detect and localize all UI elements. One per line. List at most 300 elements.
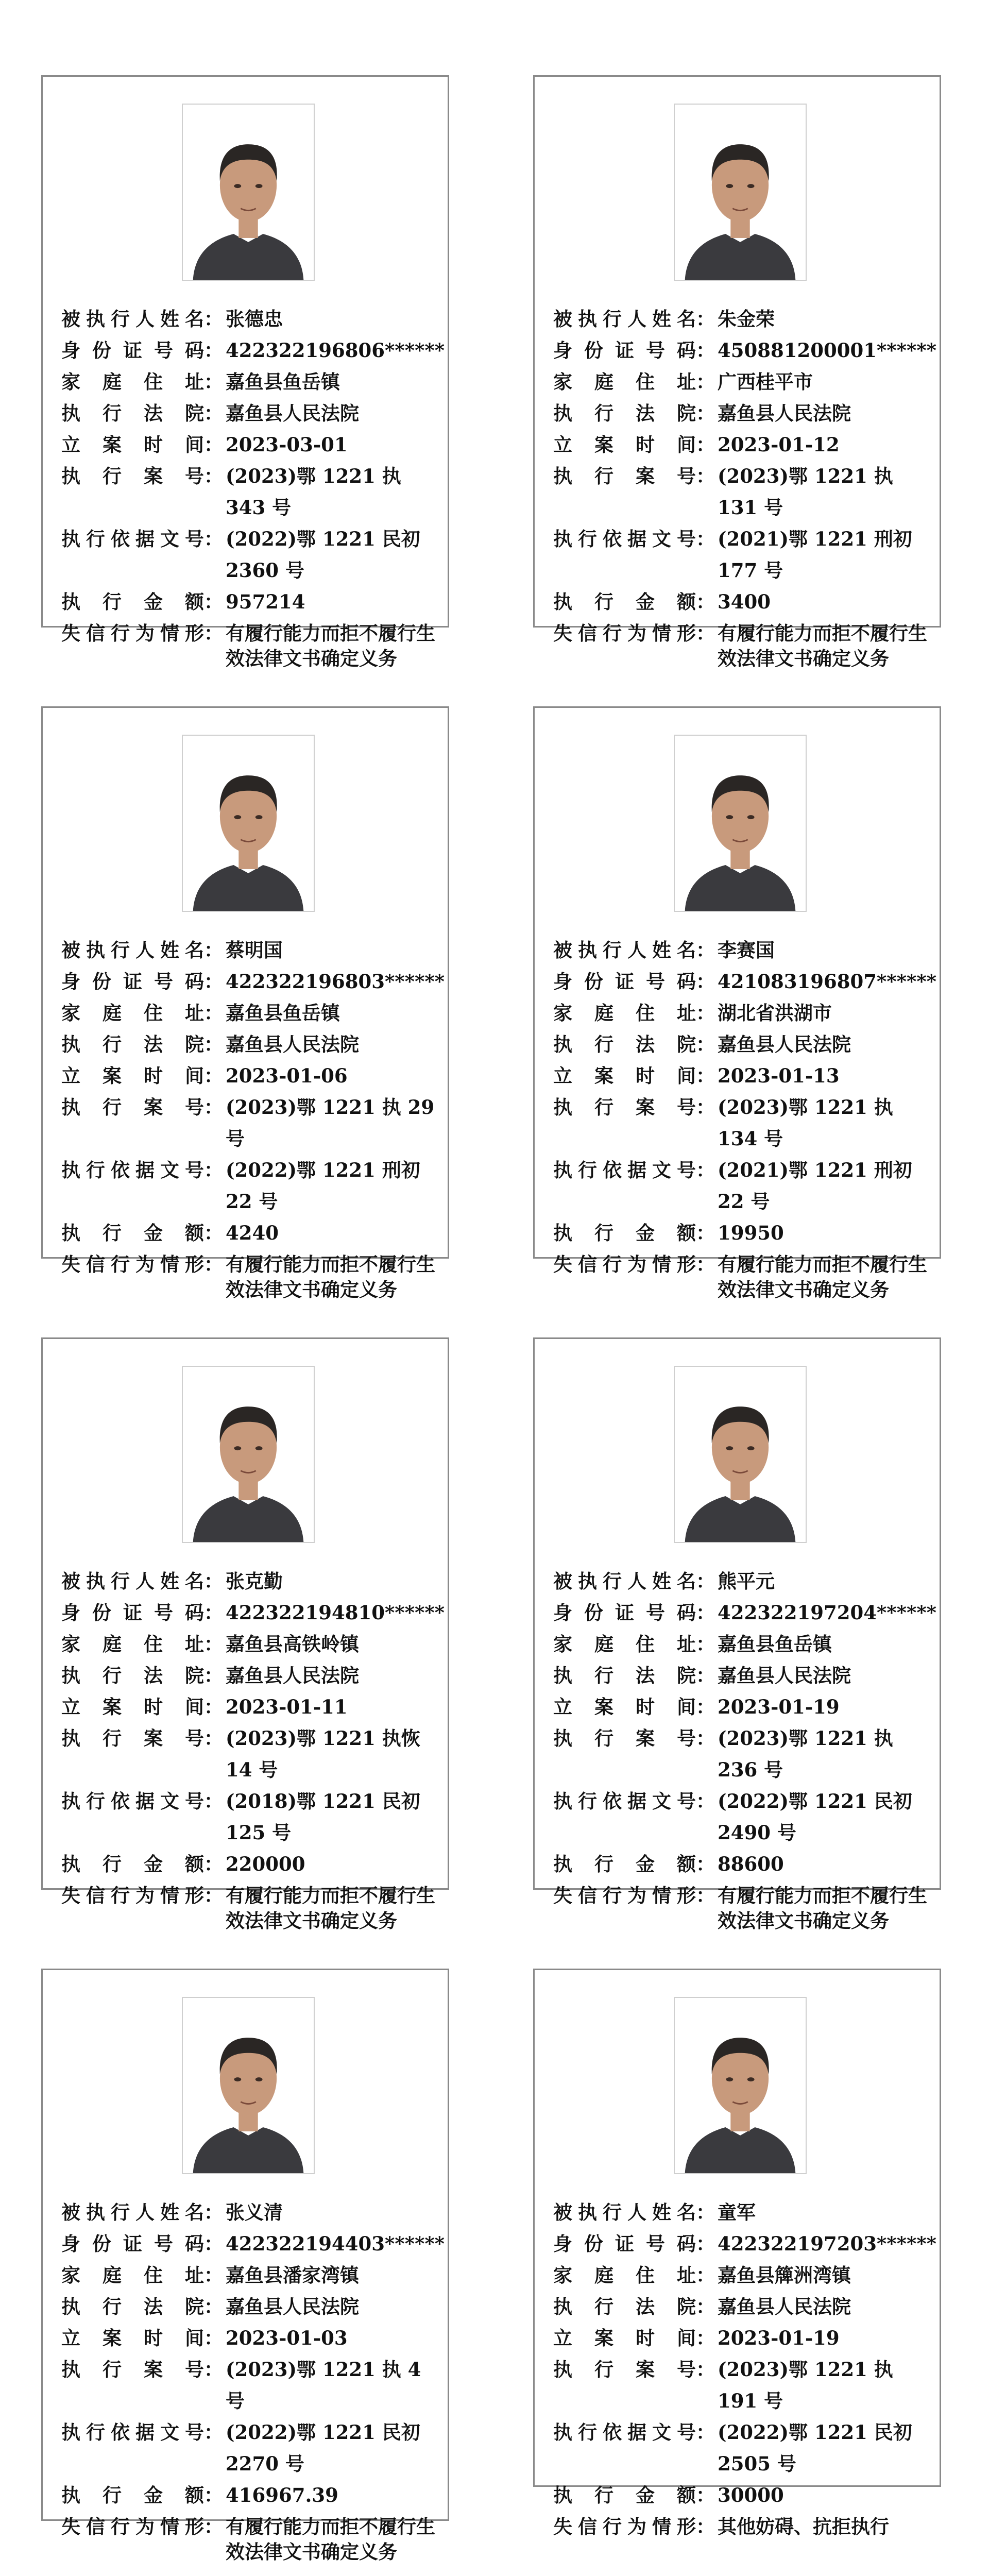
field-value-case-no: (2023)鄂 1221 执 134 号: [718, 1096, 893, 1150]
person-silhouette-icon: [183, 736, 314, 911]
field-value-amount: 220000: [226, 1853, 305, 1875]
field-value-basis-no: (2022)鄂 1221 民初 2360 号: [226, 528, 420, 582]
field-value-address: 嘉鱼县高铁岭镇: [226, 1633, 359, 1655]
field-colon: ：: [204, 970, 223, 993]
person-card: [41, 1969, 449, 2563]
person-silhouette-icon: [183, 1998, 314, 2173]
field-label: 身份证号码: [61, 339, 204, 362]
field-label: 身份证号码: [553, 970, 696, 993]
field-row-behavior: [553, 618, 934, 671]
field-row-behavior: [61, 1249, 442, 1302]
field-label: 立案时间: [61, 1696, 204, 1718]
field-label: 被执行人姓名: [61, 939, 204, 961]
field-value-court: 嘉鱼县人民法院: [718, 1033, 851, 1056]
field-label: 身份证号码: [61, 2232, 204, 2255]
field-colon: ：: [204, 2295, 223, 2318]
field-label: 家庭住址: [61, 2264, 204, 2286]
field-label: 执行金额: [61, 1222, 204, 1244]
field-row-filing-date: [553, 1691, 934, 1723]
field-label: 执行依据文号: [553, 1790, 696, 1812]
field-row-address: [553, 1629, 934, 1660]
person-photo: [674, 1366, 807, 1543]
field-value-name: 熊平元: [718, 1570, 775, 1592]
field-value-basis-no: (2022)鄂 1221 民初 2270 号: [226, 2421, 420, 2475]
field-label: 身份证号码: [553, 2232, 696, 2255]
field-label: 被执行人姓名: [61, 1570, 204, 1592]
field-label: 执行依据文号: [61, 2421, 204, 2444]
field-colon: ：: [204, 1222, 223, 1244]
field-label: 被执行人姓名: [553, 1570, 696, 1592]
field-label: 失信行为情形: [553, 622, 696, 645]
field-label: 家庭住址: [61, 1002, 204, 1024]
field-value-behavior: 有履行能力而拒不履行生效法律文书确定义务: [226, 1884, 435, 1932]
field-row-name: [61, 935, 442, 966]
field-label: 执行法院: [553, 1033, 696, 1056]
field-value-name: 张德忠: [226, 308, 283, 330]
field-row-name: [61, 2197, 442, 2228]
field-row-id: [553, 966, 937, 997]
field-row-id: [61, 1597, 445, 1629]
field-colon: ：: [696, 1222, 715, 1244]
field-row-address: [61, 2260, 442, 2291]
field-label: 执行法院: [61, 1664, 204, 1687]
field-row-behavior: [553, 2511, 934, 2543]
field-value-filing-date: 2023-01-12: [718, 433, 840, 456]
field-row-filing-date: [61, 1060, 442, 1092]
field-colon: ：: [696, 939, 715, 961]
field-label: 执行依据文号: [553, 1159, 696, 1181]
field-colon: ：: [204, 2358, 223, 2381]
field-value-behavior: 有履行能力而拒不履行生效法律文书确定义务: [718, 1884, 927, 1932]
field-label: 执行法院: [61, 2295, 204, 2318]
field-colon: ：: [696, 1002, 715, 1024]
field-value-basis-no: (2022)鄂 1221 民初 2490 号: [718, 1790, 912, 1844]
person-photo: [674, 1997, 807, 2174]
field-label: 立案时间: [61, 2327, 204, 2349]
field-value-filing-date: 2023-01-06: [226, 1064, 348, 1087]
field-colon: ：: [696, 622, 715, 645]
field-label: 执行法院: [61, 402, 204, 425]
field-value-address: 嘉鱼县潘家湾镇: [226, 2264, 359, 2286]
field-label: 失信行为情形: [553, 1884, 696, 1907]
field-value-name: 蔡明国: [226, 939, 283, 961]
field-value-behavior: 有履行能力而拒不履行生效法律文书确定义务: [226, 1253, 435, 1301]
field-colon: ：: [696, 2264, 715, 2286]
field-colon: ：: [204, 2484, 223, 2506]
field-colon: ：: [696, 339, 715, 362]
field-row-amount: [61, 2480, 442, 2511]
field-label: 执行案号: [61, 465, 204, 487]
field-colon: ：: [204, 1033, 223, 1056]
field-colon: ：: [204, 1727, 223, 1750]
field-colon: ：: [696, 970, 715, 993]
field-value-id: 422322194810******: [226, 1601, 445, 1624]
field-value-court: 嘉鱼县人民法院: [718, 402, 851, 425]
field-colon: ：: [696, 1664, 715, 1687]
field-colon: ：: [696, 1570, 715, 1592]
field-row-id: [61, 2228, 445, 2260]
field-colon: ：: [696, 590, 715, 613]
field-row-case-no: [61, 1092, 442, 1155]
field-value-id: 450881200001******: [718, 339, 937, 362]
field-label: 立案时间: [61, 433, 204, 456]
field-label: 立案时间: [553, 1696, 696, 1718]
field-colon: ：: [696, 308, 715, 330]
field-value-address: 嘉鱼县鱼岳镇: [226, 370, 340, 393]
field-value-court: 嘉鱼县人民法院: [718, 1664, 851, 1687]
field-colon: ：: [204, 1884, 223, 1907]
field-label: 身份证号码: [553, 1601, 696, 1624]
field-value-case-no: (2023)鄂 1221 执 4 号: [226, 2358, 421, 2412]
field-label: 执行金额: [61, 590, 204, 613]
field-value-filing-date: 2023-01-03: [226, 2327, 348, 2349]
field-row-court: [61, 1660, 442, 1691]
field-row-basis-no: [553, 1786, 934, 1849]
field-row-filing-date: [61, 2323, 442, 2354]
field-colon: ：: [204, 2421, 223, 2444]
field-colon: ：: [696, 1033, 715, 1056]
person-photo: [182, 1997, 315, 2174]
field-label: 执行依据文号: [553, 528, 696, 550]
field-value-amount: 30000: [718, 2484, 784, 2506]
field-row-case-no: [553, 1723, 934, 1786]
field-row-filing-date: [61, 1691, 442, 1723]
field-label: 执行案号: [553, 1727, 696, 1750]
field-row-filing-date: [553, 1060, 934, 1092]
field-colon: ：: [204, 2201, 223, 2224]
field-label: 执行依据文号: [553, 2421, 696, 2444]
person-silhouette-icon: [675, 736, 806, 911]
field-colon: ：: [696, 1853, 715, 1875]
field-value-id: 422322197204******: [718, 1601, 937, 1624]
field-label: 失信行为情形: [61, 2515, 204, 2538]
field-row-case-no: [553, 2354, 934, 2417]
person-card: [41, 1337, 449, 1932]
field-value-court: 嘉鱼县人民法院: [226, 1033, 359, 1056]
field-row-name: [553, 935, 934, 966]
field-row-address: [553, 997, 934, 1029]
field-value-amount: 88600: [718, 1853, 784, 1875]
field-value-case-no: (2023)鄂 1221 执恢 14 号: [226, 1727, 420, 1781]
field-row-court: [553, 1029, 934, 1060]
field-colon: ：: [696, 1159, 715, 1181]
field-colon: ：: [696, 2295, 715, 2318]
field-row-id: [553, 1597, 937, 1629]
person-fields: [553, 303, 937, 671]
field-colon: ：: [696, 2201, 715, 2224]
field-label: 执行案号: [61, 1096, 204, 1118]
field-colon: ：: [204, 402, 223, 425]
field-colon: ：: [204, 1570, 223, 1592]
field-colon: ：: [204, 1664, 223, 1687]
field-value-name: 张克勤: [226, 1570, 283, 1592]
field-row-id: [61, 966, 445, 997]
field-colon: ：: [204, 1159, 223, 1181]
person-silhouette-icon: [675, 1998, 806, 2173]
field-row-case-no: [61, 1723, 442, 1786]
field-label: 执行金额: [553, 1853, 696, 1875]
field-value-case-no: (2023)鄂 1221 执 191 号: [718, 2358, 893, 2412]
field-value-address: 嘉鱼县簰洲湾镇: [718, 2264, 851, 2286]
field-value-court: 嘉鱼县人民法院: [718, 2295, 851, 2318]
field-row-name: [553, 1566, 934, 1597]
field-colon: ：: [204, 622, 223, 645]
field-value-court: 嘉鱼县人民法院: [226, 402, 359, 425]
person-fields: [61, 935, 445, 1302]
field-colon: ：: [696, 2515, 715, 2538]
field-label: 立案时间: [553, 433, 696, 456]
field-label: 执行法院: [553, 1664, 696, 1687]
field-value-id: 422322196803******: [226, 970, 445, 993]
field-label: 被执行人姓名: [61, 2201, 204, 2224]
field-colon: ：: [696, 1696, 715, 1718]
field-value-basis-no: (2021)鄂 1221 刑初 177 号: [718, 528, 912, 582]
field-label: 立案时间: [61, 1064, 204, 1087]
field-row-amount: [553, 2480, 934, 2511]
field-value-court: 嘉鱼县人民法院: [226, 2295, 359, 2318]
field-colon: ：: [696, 2484, 715, 2506]
field-label: 执行法院: [553, 2295, 696, 2318]
field-colon: ：: [204, 1096, 223, 1118]
field-row-address: [61, 366, 442, 398]
person-photo: [182, 104, 315, 281]
field-value-amount: 4240: [226, 1222, 279, 1244]
field-value-basis-no: (2022)鄂 1221 刑初 22 号: [226, 1159, 420, 1213]
field-value-behavior: 有履行能力而拒不履行生效法律文书确定义务: [718, 1253, 927, 1301]
person-silhouette-icon: [675, 1367, 806, 1542]
field-label: 失信行为情形: [553, 2515, 696, 2538]
field-colon: ：: [696, 1096, 715, 1118]
field-label: 失信行为情形: [553, 1253, 696, 1276]
field-row-court: [553, 2291, 934, 2323]
field-row-court: [61, 2291, 442, 2323]
field-colon: ：: [204, 1253, 223, 1276]
field-colon: ：: [204, 2232, 223, 2255]
field-row-amount: [61, 1217, 442, 1249]
field-label: 被执行人姓名: [553, 2201, 696, 2224]
person-card: [41, 706, 449, 1301]
field-colon: ：: [696, 370, 715, 393]
field-row-amount: [553, 586, 934, 618]
field-row-name: [61, 303, 442, 335]
field-row-behavior: [61, 618, 442, 671]
field-value-address: 湖北省洪湖市: [718, 1002, 832, 1024]
field-colon: ：: [696, 1253, 715, 1276]
field-colon: ：: [696, 433, 715, 456]
field-row-case-no: [61, 2354, 442, 2417]
field-colon: ：: [204, 339, 223, 362]
field-colon: ：: [204, 1696, 223, 1718]
person-photo: [674, 104, 807, 281]
field-row-basis-no: [61, 1786, 442, 1849]
field-value-behavior: 有履行能力而拒不履行生效法律文书确定义务: [226, 2515, 435, 2563]
field-label: 执行案号: [553, 1096, 696, 1118]
field-row-filing-date: [61, 429, 442, 461]
field-label: 执行金额: [553, 2484, 696, 2506]
field-row-court: [61, 1029, 442, 1060]
field-colon: ：: [696, 465, 715, 487]
field-label: 执行金额: [553, 1222, 696, 1244]
field-value-behavior: 有履行能力而拒不履行生效法律文书确定义务: [226, 622, 435, 670]
field-value-basis-no: (2018)鄂 1221 民初 125 号: [226, 1790, 420, 1844]
field-label: 执行金额: [61, 2484, 204, 2506]
field-label: 立案时间: [553, 2327, 696, 2349]
field-row-behavior: [553, 1880, 934, 1934]
field-row-basis-no: [553, 523, 934, 586]
field-colon: ：: [204, 465, 223, 487]
field-colon: ：: [204, 1790, 223, 1812]
field-row-amount: [61, 586, 442, 618]
field-label: 家庭住址: [553, 1633, 696, 1655]
field-value-filing-date: 2023-03-01: [226, 433, 348, 456]
field-label: 立案时间: [553, 1064, 696, 1087]
field-label: 家庭住址: [61, 370, 204, 393]
field-value-id: 422322194403******: [226, 2232, 445, 2255]
person-silhouette-icon: [675, 105, 806, 280]
person-card: [533, 1969, 941, 2538]
field-value-court: 嘉鱼县人民法院: [226, 1664, 359, 1687]
field-value-name: 朱金荣: [718, 308, 775, 330]
field-value-basis-no: (2021)鄂 1221 刑初 22 号: [718, 1159, 912, 1213]
field-label: 家庭住址: [553, 2264, 696, 2286]
field-colon: ：: [696, 2327, 715, 2349]
field-value-amount: 19950: [718, 1222, 784, 1244]
field-value-amount: 957214: [226, 590, 305, 613]
field-row-court: [61, 398, 442, 429]
field-colon: ：: [696, 2232, 715, 2255]
field-colon: ：: [204, 528, 223, 550]
field-label: 执行法院: [61, 1033, 204, 1056]
field-value-filing-date: 2023-01-11: [226, 1696, 348, 1718]
field-colon: ：: [204, 939, 223, 961]
field-value-behavior: 其他妨碍、抗拒执行: [718, 2515, 889, 2538]
person-fields: [61, 1566, 445, 1934]
field-colon: ：: [696, 1601, 715, 1624]
field-row-address: [553, 366, 934, 398]
field-value-filing-date: 2023-01-13: [718, 1064, 840, 1087]
field-label: 失信行为情形: [61, 622, 204, 645]
field-colon: ：: [204, 1002, 223, 1024]
field-label: 执行依据文号: [61, 1790, 204, 1812]
field-value-amount: 3400: [718, 590, 771, 613]
field-row-case-no: [553, 461, 934, 523]
field-label: 身份证号码: [61, 970, 204, 993]
field-value-address: 广西桂平市: [718, 370, 813, 393]
person-card: [533, 75, 941, 670]
person-silhouette-icon: [183, 105, 314, 280]
person-photo: [674, 735, 807, 912]
field-value-address: 嘉鱼县鱼岳镇: [226, 1002, 340, 1024]
person-card: [533, 706, 941, 1301]
field-row-behavior: [61, 1880, 442, 1934]
field-value-case-no: (2023)鄂 1221 执 343 号: [226, 465, 401, 519]
field-row-basis-no: [553, 1155, 934, 1217]
field-value-name: 童军: [718, 2201, 756, 2224]
field-row-address: [61, 1629, 442, 1660]
field-colon: ：: [204, 433, 223, 456]
field-value-address: 嘉鱼县鱼岳镇: [718, 1633, 832, 1655]
field-colon: ：: [204, 1601, 223, 1624]
person-card: [41, 75, 449, 670]
field-label: 被执行人姓名: [553, 308, 696, 330]
person-fields: [553, 1566, 937, 1934]
field-value-name: 张义清: [226, 2201, 283, 2224]
person-photo: [182, 1366, 315, 1543]
person-fields: [553, 935, 937, 1302]
field-value-filing-date: 2023-01-19: [718, 2327, 840, 2349]
field-row-case-no: [61, 461, 442, 523]
field-colon: ：: [204, 2327, 223, 2349]
field-row-basis-no: [553, 2417, 934, 2480]
field-row-basis-no: [61, 1155, 442, 1217]
field-value-case-no: (2023)鄂 1221 执 131 号: [718, 465, 893, 519]
field-colon: ：: [204, 370, 223, 393]
field-value-behavior: 有履行能力而拒不履行生效法律文书确定义务: [718, 622, 927, 670]
field-value-case-no: (2023)鄂 1221 执 236 号: [718, 1727, 893, 1781]
field-label: 被执行人姓名: [61, 308, 204, 330]
field-row-id: [553, 335, 937, 366]
field-colon: ：: [696, 2421, 715, 2444]
person-photo: [182, 735, 315, 912]
field-colon: ：: [204, 1853, 223, 1875]
field-row-name: [553, 2197, 934, 2228]
field-label: 身份证号码: [553, 339, 696, 362]
field-row-behavior: [553, 1249, 934, 1302]
field-row-case-no: [553, 1092, 934, 1155]
field-colon: ：: [696, 2358, 715, 2381]
field-label: 家庭住址: [553, 1002, 696, 1024]
field-colon: ：: [696, 402, 715, 425]
field-row-address: [61, 997, 442, 1029]
field-label: 失信行为情形: [61, 1884, 204, 1907]
field-label: 执行案号: [61, 2358, 204, 2381]
field-label: 执行案号: [553, 465, 696, 487]
field-label: 被执行人姓名: [553, 939, 696, 961]
field-row-basis-no: [61, 2417, 442, 2480]
field-colon: ：: [204, 308, 223, 330]
field-label: 失信行为情形: [61, 1253, 204, 1276]
field-label: 执行依据文号: [61, 1159, 204, 1181]
field-row-name: [553, 303, 934, 335]
field-value-id: 422322197203******: [718, 2232, 937, 2255]
field-colon: ：: [696, 1633, 715, 1655]
field-value-amount: 416967.39: [226, 2484, 338, 2506]
field-colon: ：: [204, 1633, 223, 1655]
field-row-id: [61, 335, 445, 366]
field-label: 执行案号: [61, 1727, 204, 1750]
field-colon: ：: [696, 1790, 715, 1812]
field-row-id: [553, 2228, 937, 2260]
person-card: [533, 1337, 941, 1932]
field-label: 执行依据文号: [61, 528, 204, 550]
person-fields: [61, 303, 445, 671]
field-colon: ：: [204, 2515, 223, 2538]
field-label: 执行法院: [553, 402, 696, 425]
field-row-name: [61, 1566, 442, 1597]
field-value-filing-date: 2023-01-19: [718, 1696, 840, 1718]
field-colon: ：: [204, 1064, 223, 1087]
field-value-id: 421083196807******: [718, 970, 937, 993]
field-value-name: 李赛国: [718, 939, 775, 961]
field-colon: ：: [204, 590, 223, 613]
field-colon: ：: [204, 2264, 223, 2286]
field-colon: ：: [696, 528, 715, 550]
field-row-amount: [553, 1217, 934, 1249]
field-row-filing-date: [553, 2323, 934, 2354]
field-label: 执行金额: [553, 590, 696, 613]
field-row-address: [553, 2260, 934, 2291]
field-colon: ：: [696, 1727, 715, 1750]
